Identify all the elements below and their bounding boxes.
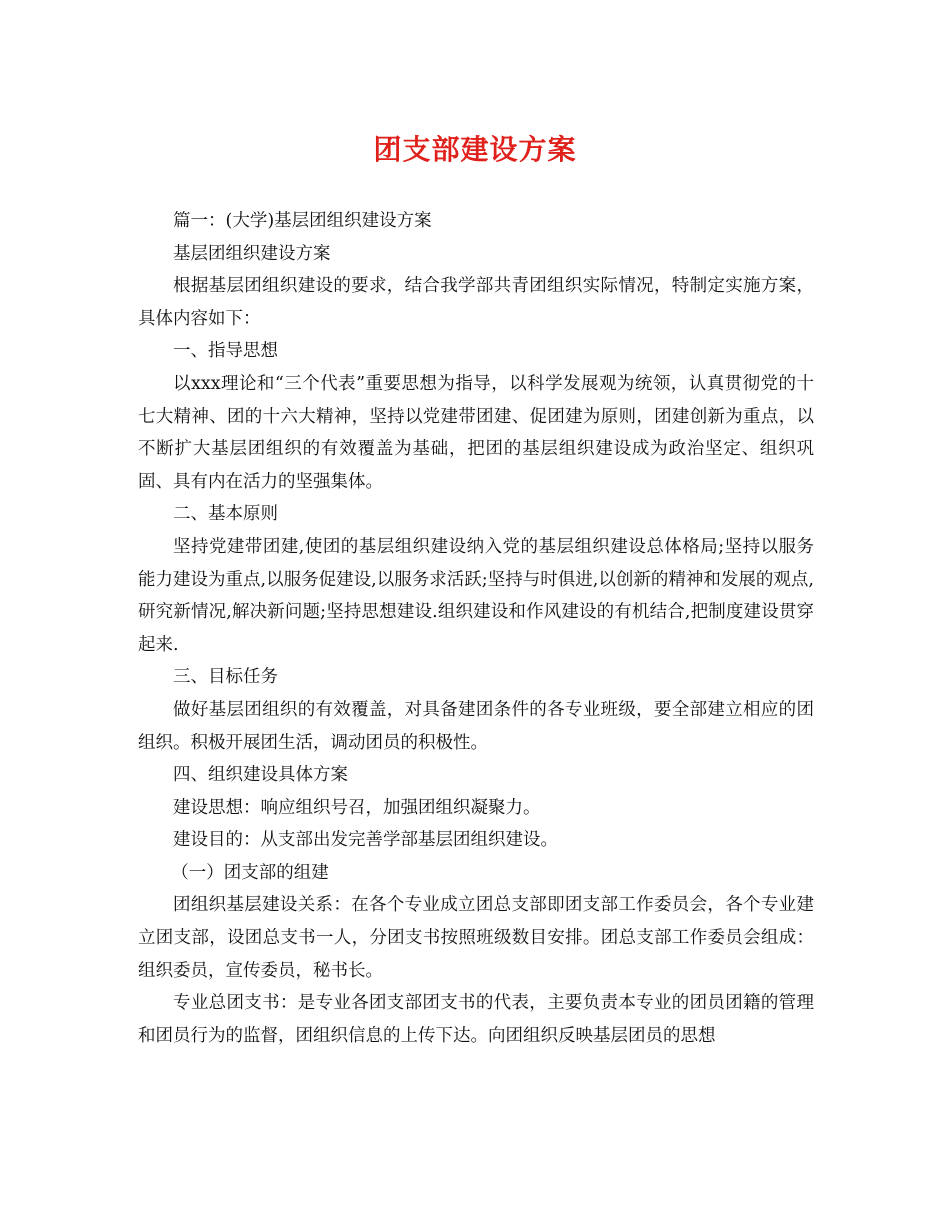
paragraph-article-heading: 篇一：(大学)基层团组织建设方案 <box>173 211 432 231</box>
section-heading-goals: 三、目标任务 <box>173 667 278 688</box>
paragraph-plan-title: 基层团组织建设方案 <box>173 243 331 264</box>
document-title: 团支部建设方案 <box>373 133 577 166</box>
paragraph-construction-thought: 建设思想：响应组织号召，加强团组织凝聚力。 <box>173 797 541 818</box>
section-heading-basic-principles: 二、基本原则 <box>173 504 278 525</box>
paragraph-basic-principles: 坚持党建带团建,使团的基层组织建设纳入党的基层组织建设总体格局;坚持以服务能力建设为重点,以服务促建设,以服务求活跃;坚持与时俱进,以创新的精神和发展的观点,研究新情况,解决新问题;坚持思想建设.组织建设和作风建设的有机结合,把制度建设贯穿起来. <box>138 536 814 655</box>
document-body <box>138 205 814 1052</box>
section-heading-organization-plan: 四、组织建设具体方案 <box>173 765 348 786</box>
paragraph-construction-purpose: 建设目的：从支部出发完善学部基层团组织建设。 <box>173 830 558 851</box>
paragraph-organization-relations: 团组织基层建设关系：在各个专业成立团总支部即团支部工作委员会，各个专业建立团支部，设团总支书一人，分团支书按照班级数目安排。团总支部工作委员会组成：组织委员，宣传委员，秘书长。 <box>138 895 814 981</box>
section-heading-guiding-thought: 一、指导思想 <box>173 341 278 362</box>
paragraph-guiding-thought: 以xxx理论和“三个代表”重要思想为指导，以科学发展观为统领，认真贯彻党的十七大精神、团的十六大精神，坚持以党建带团建、促团建为原则，团建创新为重点，以不断扩大基层团组织的有效覆盖为基础，把团的基层组织建设成为政治坚定、组织巩固、具有内在活力的坚强集体。 <box>138 373 814 492</box>
subsection-heading-branch-formation: （一）团支部的组建 <box>171 862 329 883</box>
paragraph-intro: 根据基层团组织建设的要求，结合我学部共青团组织实际情况，特制定实施方案，具体内容如下： <box>138 276 814 329</box>
paragraph-general-secretary: 专业总团支书：是专业各团支部团支书的代表，主要负责本专业的团员团籍的管理和团员行为的监督，团组织信息的上传下达。向团组织反映基层团员的思想 <box>138 993 814 1046</box>
paragraph-goals: 做好基层团组织的有效覆盖，对具备建团条件的各专业班级，要全部建立相应的团组织。积极开展团生活，调动团员的积极性。 <box>138 699 814 753</box>
